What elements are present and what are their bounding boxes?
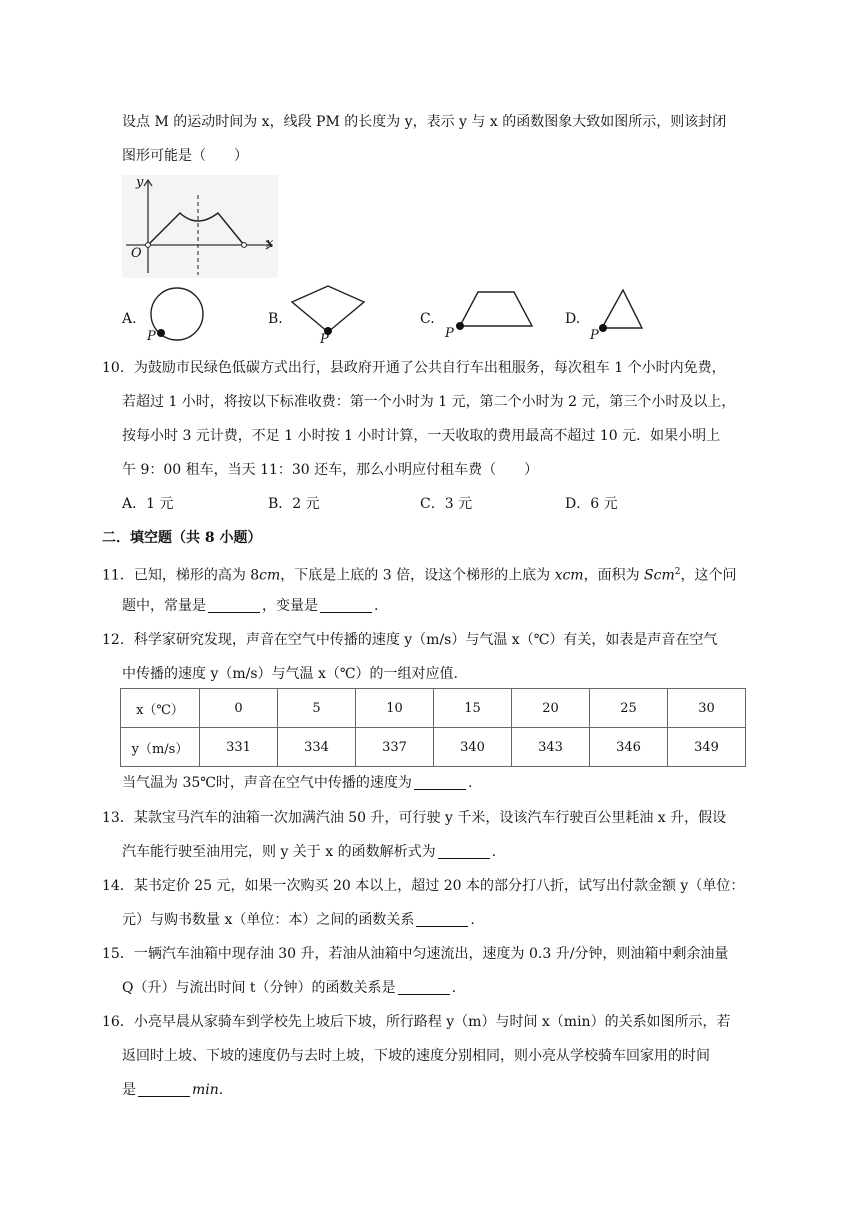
q12-text-line3: 当气温为 35℃时，声音在空气中传播的速度为 . [122,775,473,791]
q10-text-line3: 按每小时 3 元计费，不足 1 小时按 1 小时计算，一天收取的费用最高不超过 10 元．如果小明上 [122,428,721,444]
q11-text-line1: 11．已知，梯形的高为 8cm，下底是上底的 3 倍，设这个梯形的上底为 xcm，面积为 Scm$^2$，这个问 [102,567,737,584]
q10-text-line4: 午 9：00 租车，当天 11：30 还车，那么小明应付租车费（ ） [122,462,539,478]
q9-graph-x-label: x [266,236,274,251]
q12-answer-blank[interactable] [414,775,466,790]
q12-text-line2: 中传播的速度 y（m/s）与气温 x（℃）的一组对应值. [122,666,458,682]
q14-text-line1: 14．某书定价 25 元，如果一次购买 20 本以上，超过 20 本的部分打八折，试写出付款金额 y（单位： [102,878,745,894]
q12-table-cell: 343 [512,728,590,767]
q13-text-line2: 汽车能行驶至油用完，则 y 关于 x 的函数解析式为 . [122,844,497,860]
q16-text-line3: 是 min. [122,1082,224,1098]
q10-option-b: B．2 元 [268,496,320,512]
q12-table-cell: 346 [590,728,668,767]
q9-graph-y-label: y [136,175,144,190]
q13-text-line1: 13．某款宝马汽车的油箱一次加满汽油 50 升，可行驶 y 千米，设该汽车行驶百公里耗油 x 升，假设 [102,810,727,826]
q9-function-graph [122,175,278,278]
q14-answer-blank[interactable] [416,912,468,927]
q9-text-line2: 图形可能是（ ） [122,148,248,164]
q9-text-line1: 设点 M 的运动时间为 x，线段 PM 的长度为 y，表示 y 与 x 的函数图象大致如图所示，则该封闭 [122,114,727,130]
q12-table-cell: 5 [278,689,356,728]
q12-table-cell: 15 [434,689,512,728]
q9-option-d-triangle-figure [596,286,646,338]
q9-option-a-label: A. [122,311,137,327]
q12-text-line1: 12．科学家研究发现，声音在空气中传播的速度 y（m/s）与气温 x（℃）有关，如表是声音在空气 [102,632,718,648]
q14-text-line2: 元）与购书数量 x（单位：本）之间的函数关系 . [122,912,475,928]
q12-value-table [120,688,746,767]
section-fill-in-heading: 二．填空题（共 8 小题） [102,530,262,546]
q16-text-line1: 16．小亮早晨从家骑车到学校先上坡后下坡，所行路程 y（m）与时间 x（min）的关系如图所示，若 [102,1014,731,1030]
q10-option-c: C．3 元 [420,496,473,512]
q9-option-c-label: C. [420,311,435,327]
q12-table-cell: 349 [668,728,746,767]
q12-table-cell: 30 [668,689,746,728]
q12-table-cell: 331 [200,728,278,767]
q11-blank-constant[interactable] [208,598,260,613]
q9-option-c-point-label: P [445,326,454,341]
q12-table-cell: 0 [200,689,278,728]
q9-option-a-point-label: P [147,329,156,344]
q9-option-b-label: B. [268,311,283,327]
q15-answer-blank[interactable] [398,980,450,995]
q11-text-line2: 题中，常量是 ，变量是 . [122,598,379,614]
q12-table-cell: 25 [590,689,668,728]
q13-answer-blank[interactable] [438,844,490,859]
q10-text-line2: 若超过 1 小时，将按以下标准收费：第一个小时为 1 元，第二个小时为 2 元，第三个小时及以上， [122,394,736,410]
q12-table-header-x: x（℃） [121,689,200,728]
q10-option-a: A．1 元 [122,496,174,512]
q9-option-d-label: D. [565,311,581,327]
q12-table-header-y: y（m/s） [121,728,200,767]
q10-text-line1: 10．为鼓励市民绿色低碳方式出行，县政府开通了公共自行车出租服务，每次租车 1 个小时内免费， [102,360,726,376]
q12-table-cell: 337 [356,728,434,767]
q12-table-row-y [121,728,746,767]
q15-text-line2: Q（升）与流出时间 t（分钟）的函数关系是 . [122,980,457,996]
q15-text-line1: 15．一辆汽车油箱中现存油 30 升，若油从油箱中匀速流出，速度为 0.3 升/分钟，则油箱中剩余油量 [102,946,729,962]
q12-table-cell: 10 [356,689,434,728]
q12-table-cell: 20 [512,689,590,728]
q12-table-cell: 340 [434,728,512,767]
q9-graph-origin-label: O [131,246,142,261]
q12-table-cell: 334 [278,728,356,767]
q16-answer-blank[interactable] [138,1082,190,1097]
q9-option-c-trapezoid-figure [446,288,536,334]
q10-option-d: D．6 元 [565,496,618,512]
q9-option-b-point-label: P [320,332,329,347]
q12-table-row-x [121,689,746,728]
q11-blank-variable[interactable] [320,598,372,613]
q9-option-d-point-label: P [590,328,599,343]
q16-text-line2: 返回时上坡、下坡的速度仍与去时上坡，下坡的速度分别相同，则小亮从学校骑车回家用的时间 [122,1048,710,1064]
